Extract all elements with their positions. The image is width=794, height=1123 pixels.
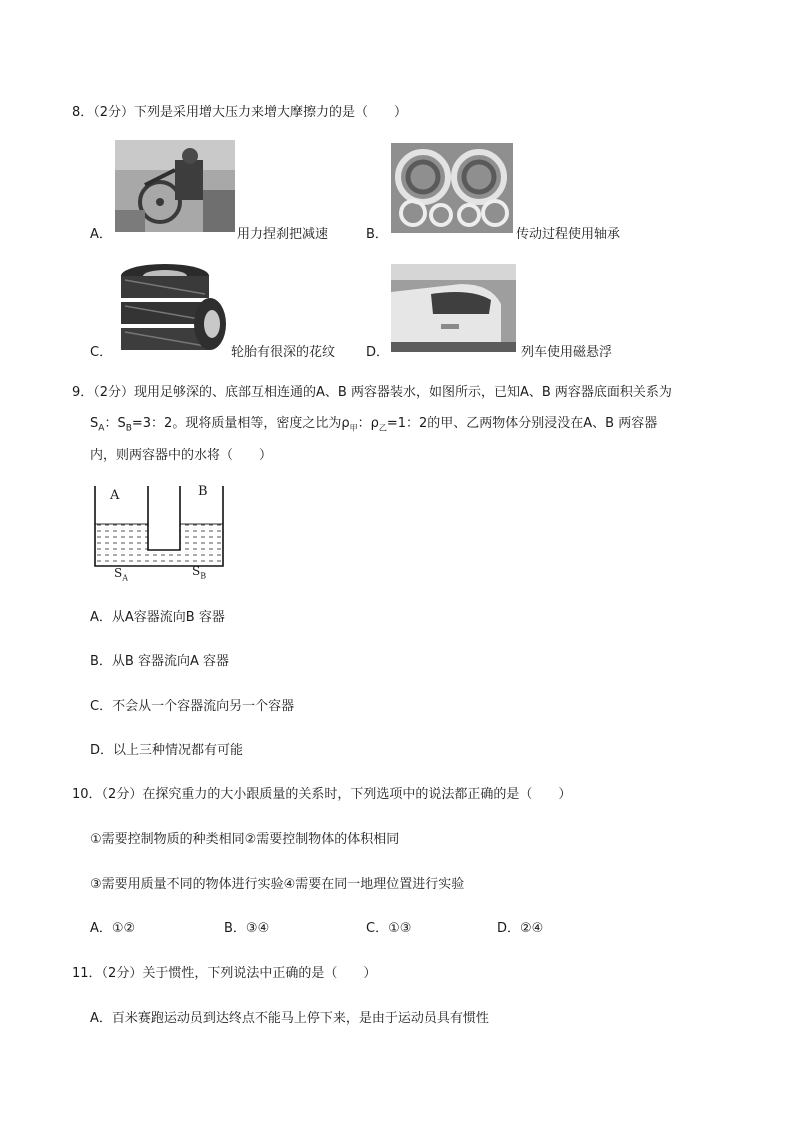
q8-option-d-letter: D． bbox=[366, 345, 390, 360]
base-area-a-label: $S_A$ bbox=[114, 566, 129, 583]
q8-option-b-caption: 传动过程使用轴承 bbox=[516, 227, 621, 242]
q8-stem: 8．（2分）下列是采用增大压力来增大摩擦力的是（ ） bbox=[72, 105, 408, 120]
q9-stem-line2: $S_A$：$S_B=3$：2。现将质量相等，密度之比为$\rho_甲$：$\rho_乙=1$：2的甲、乙两物体分别浸没在A、B 两容器 bbox=[90, 416, 658, 434]
tires-photo bbox=[115, 262, 228, 352]
maglev-train-photo bbox=[391, 264, 516, 352]
q10-option-c: C．①③ bbox=[366, 921, 412, 936]
container-a-label: A bbox=[110, 488, 120, 503]
q11-stem: 11．（2分）关于惯性，下列说法中正确的是（ ） bbox=[72, 966, 377, 981]
q9-option-d: D．以上三种情况都有可能 bbox=[90, 743, 244, 758]
base-area-b-label: $S_B$ bbox=[192, 564, 207, 581]
q10-stem: 10．（2分）在探究重力的大小跟质量的关系时，下列选项中的说法都正确的是（ ） bbox=[72, 787, 572, 802]
q10-option-d: D．②④ bbox=[497, 921, 544, 936]
q8-option-a-letter: A． bbox=[90, 227, 112, 242]
bearings-photo bbox=[391, 143, 513, 233]
q8-option-c-letter: C． bbox=[90, 345, 113, 360]
q10-option-a: A．①② bbox=[90, 921, 136, 936]
q10-option-b: B．③④ bbox=[224, 921, 270, 936]
q8-option-c-caption: 轮胎有很深的花纹 bbox=[231, 345, 336, 360]
connected-containers-diagram bbox=[88, 480, 238, 583]
brake-photo bbox=[115, 140, 235, 232]
q9-stem-line1: 9．（2分）现用足够深的、底部互相连通的A、B 两容器装水，如图所示，已知A、B 两容器底面积关系为 bbox=[72, 385, 672, 400]
q11-option-a: A．百米赛跑运动员到达终点不能马上停下来，是由于运动员具有惯性 bbox=[90, 1011, 489, 1026]
q10-statements-1: ①需要控制物质的种类相同②需要控制物体的体积相同 bbox=[90, 832, 400, 847]
q9-option-b: B．从B 容器流向A 容器 bbox=[90, 654, 229, 669]
q8-option-b-letter: B． bbox=[366, 227, 388, 242]
q9-option-c: C．不会从一个容器流向另一个容器 bbox=[90, 699, 295, 714]
q9-stem-line3: 内，则两容器中的水将（ ） bbox=[90, 448, 273, 463]
q8-option-a-caption: 用力捏刹把减速 bbox=[237, 227, 329, 242]
q8-option-d-caption: 列车使用磁悬浮 bbox=[521, 345, 613, 360]
q10-statements-2: ③需要用质量不同的物体进行实验④需要在同一地理位置进行实验 bbox=[90, 877, 465, 892]
container-b-label: B bbox=[198, 484, 208, 499]
q9-option-a: A．从A容器流向B 容器 bbox=[90, 610, 225, 625]
